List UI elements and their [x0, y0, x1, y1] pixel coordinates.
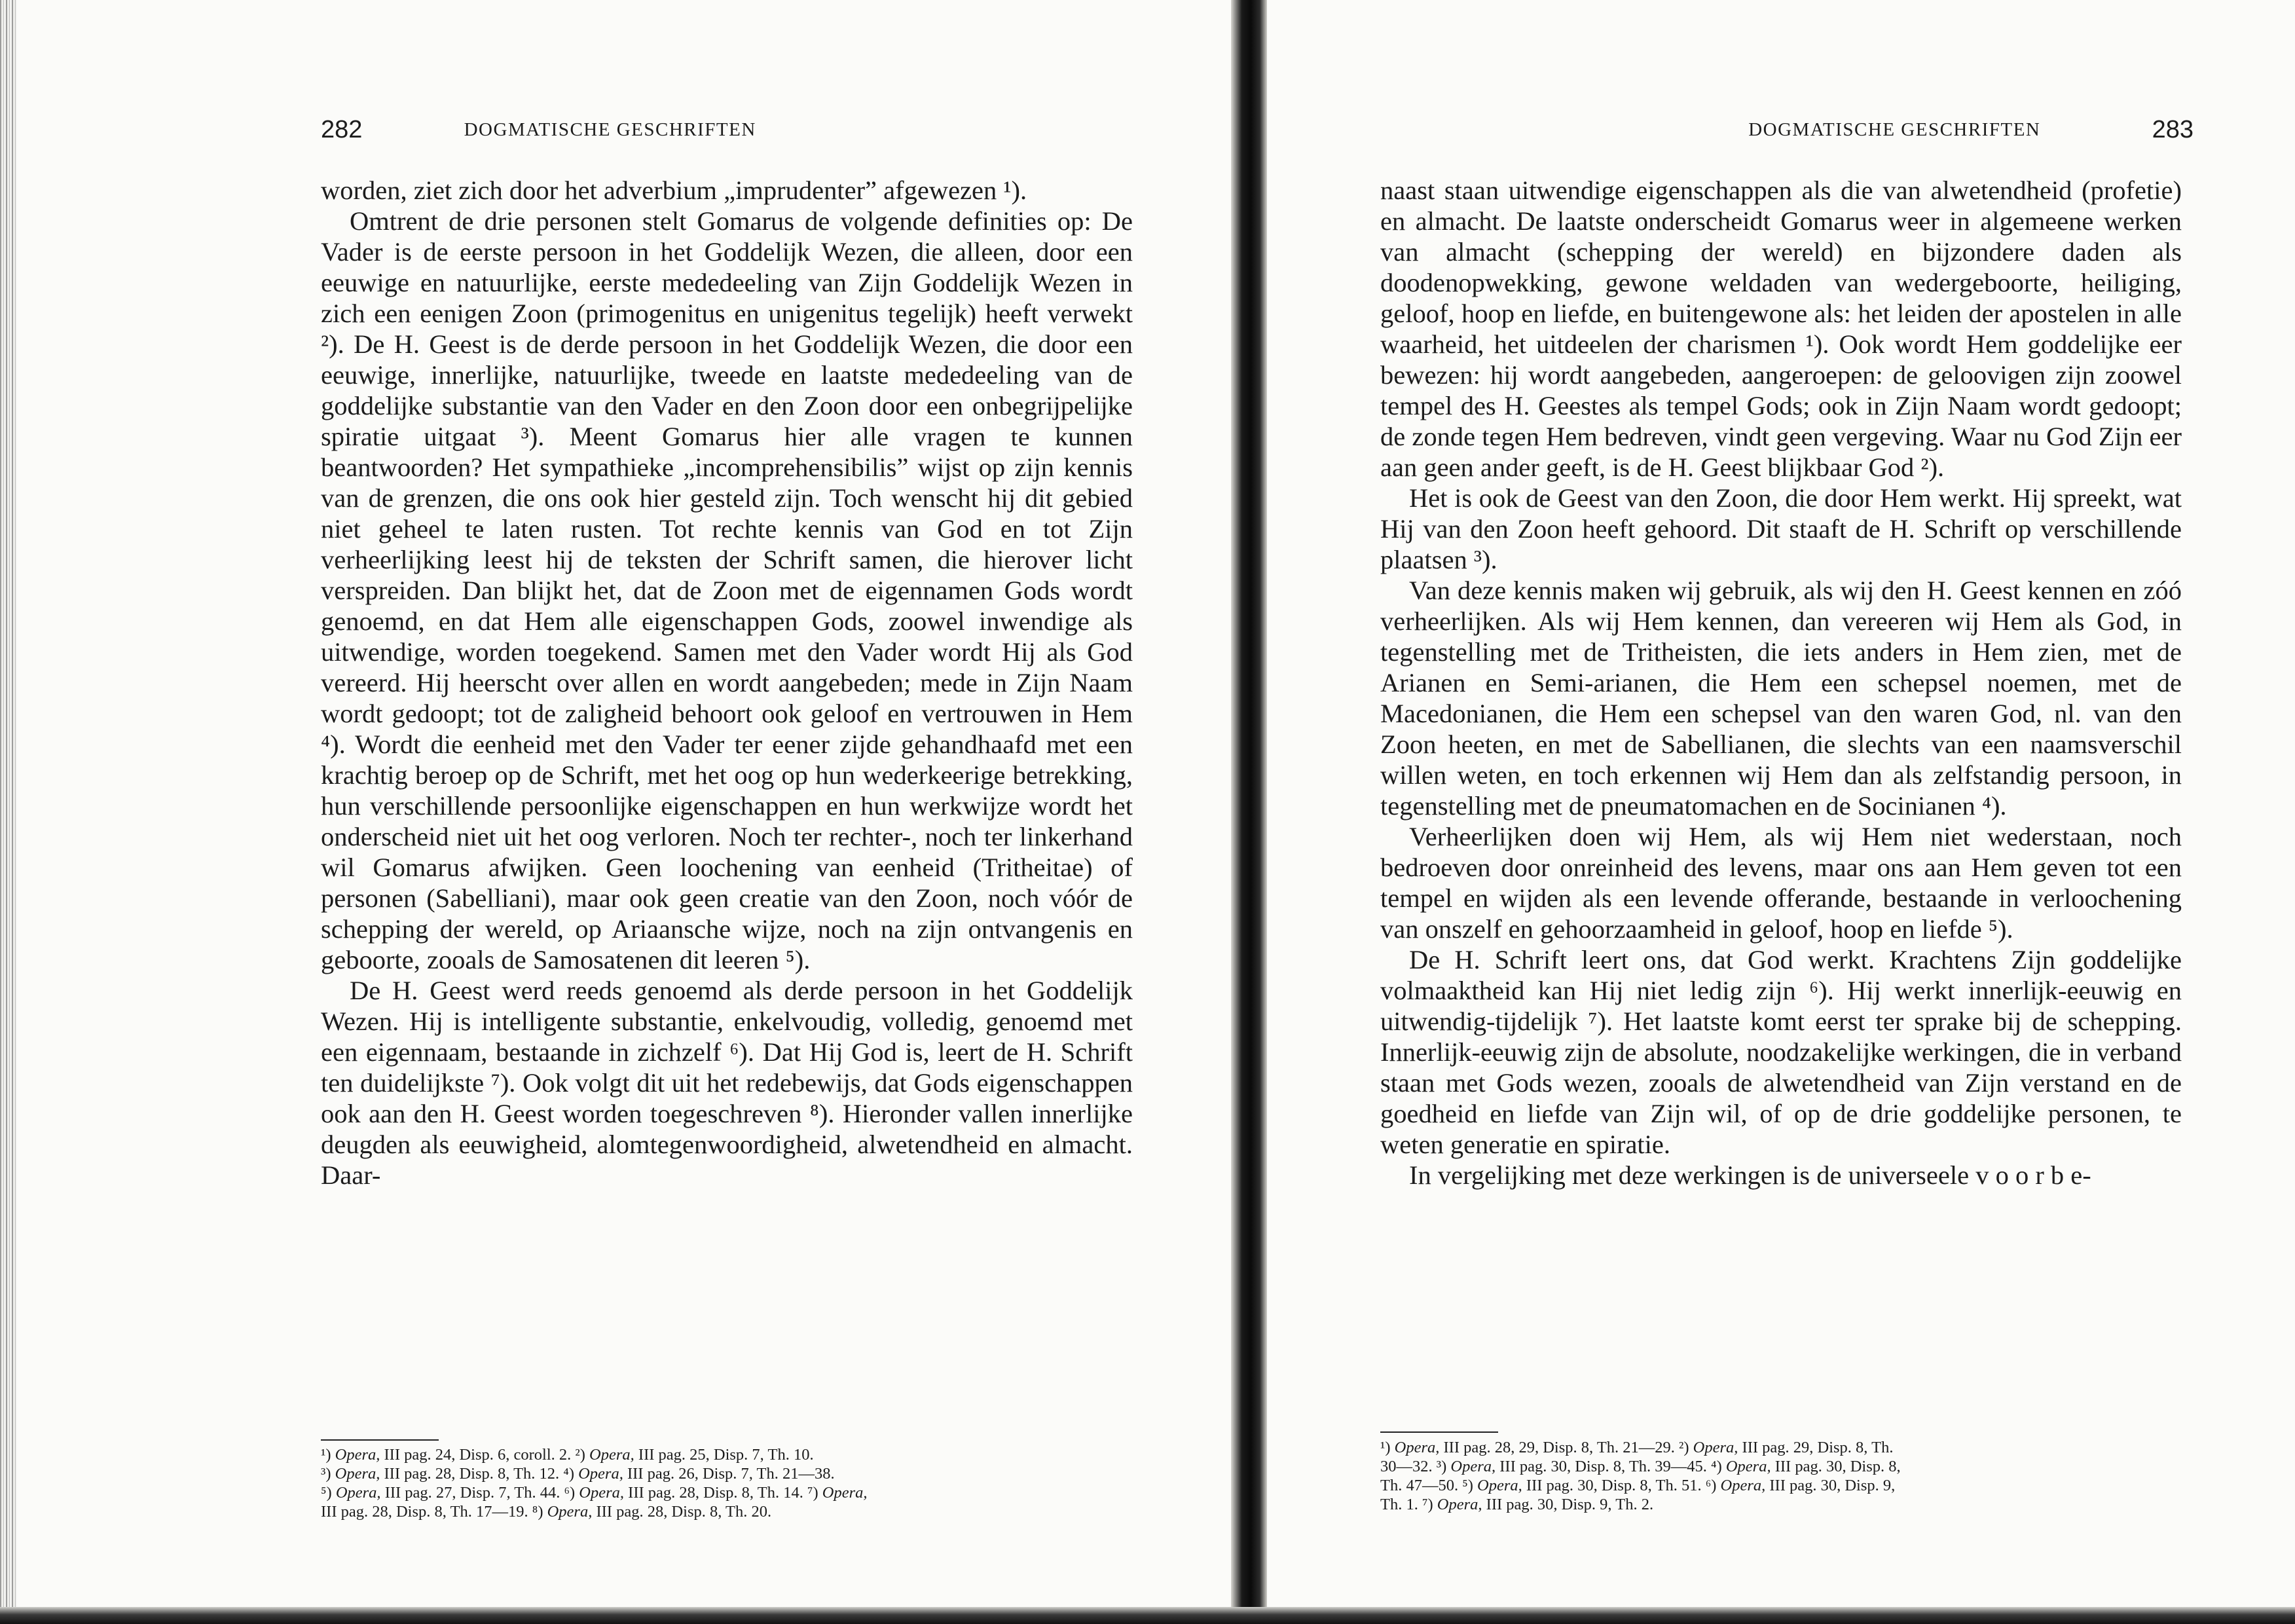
running-head: DOGMATISCHE GESCHRIFTEN [464, 119, 756, 140]
left-page-body [321, 175, 1133, 1190]
left-page-footnotes [321, 1445, 1133, 1521]
book-gutter [1231, 0, 1267, 1624]
footnote-line: ¹) Opera, III pag. 24, Disp. 6, coroll. 2. ²) Opera, III pag. 25, Disp. 7, Th. 10. [321, 1446, 814, 1464]
paragraph: Verheerlijken doen wij Hem, als wij Hem niet wederstaan, noch bedroeven door onreinheid des levens, maar ons aan Hem geven tot een tempel en wijden als een levende offerande, bestaande in verloochening van onszelf en gehoorzaamheid in geloof, hoop en liefde ⁵). [1380, 822, 2182, 944]
running-head: DOGMATISCHE GESCHRIFTEN [1748, 119, 2041, 140]
right-page-footnotes [1380, 1438, 2182, 1514]
paragraph: naast staan uitwendige eigenschappen als die van alwetendheid (profetie) en almacht. De laatste onderscheidt Gomarus weer in algemeene werken van almacht (schepping der wereld) en bijzondere daden als doodenopwekking, gewone weldaden van wedergeboorte, heiliging, geloof, hoop en liefde, en buitengewone als: het leiden der apostelen in alle waarheid, het uitdeelen der charismen ¹). Ook wordt Hem goddelijke eer bewezen: hij wordt aangebeden, aangeroepen: de geloovigen zijn zoowel tempel des H. Geestes als tempel Gods; ook in Zijn Naam wordt gedoopt; de zonde tegen Hem bedreven, vindt geen vergeving. Waar nu God Zijn eer aan geen ander geeft, is de H. Geest blijkbaar God ²). [1380, 175, 2182, 482]
paragraph: Het is ook de Geest van den Zoon, die door Hem werkt. Hij spreekt, wat Hij van den Zoon heeft gehoord. Dit staaft de H. Schrift op verschillende plaatsen ³). [1380, 483, 2182, 574]
page-number: 282 [321, 115, 363, 143]
footnote-line: ¹) Opera, III pag. 28, 29, Disp. 8, Th. 21—29. ²) Opera, III pag. 29, Disp. 8, Th. [1380, 1439, 1894, 1456]
footnote-rule [321, 1439, 439, 1441]
footnote-line: ⁵) Opera, III pag. 27, Disp. 7, Th. 44. ⁶) Opera, III pag. 28, Disp. 8, Th. 14. ⁷) Opera, [321, 1484, 868, 1502]
page-number: 283 [2152, 115, 2194, 143]
right-page-header [1598, 110, 2194, 149]
page-edge-stack [0, 0, 17, 1624]
footnote-rule [1380, 1431, 1498, 1433]
scan-bottom-edge [0, 1607, 2295, 1624]
paragraph: worden, ziet zich door het adverbium „imprudenter” afgewezen ¹). [321, 175, 1027, 205]
left-page-header [321, 110, 897, 149]
paragraph: De H. Schrift leert ons, dat God werkt. Krachtens Zijn goddelijke volmaaktheid kan Hij niet ledig zijn ⁶). Hij werkt innerlijk-eeuwig en uitwendig-tijdelijk ⁷). Het laatste komt eerst ter sprake bij de schepping. Innerlijk-eeuwig zijn de absolute, noodzakelijke werkingen, die in verband staan met Gods wezen, zooals de alwetendheid van Zijn verstand en de goedheid en liefde van Zijn wil, of op de drie goddelijke personen, te weten generatie en spiratie. [1380, 945, 2182, 1159]
footnote-line: 30—32. ³) Opera, III pag. 30, Disp. 8, Th. 39—45. ⁴) Opera, III pag. 30, Disp. 8, [1380, 1458, 1901, 1475]
paragraph: Van deze kennis maken wij gebruik, als wij den H. Geest kennen en zóó verheerlijken. Als wij Hem kennen, dan vereeren wij Hem als God, in tegenstelling met de Tritheisten, die iets anders in Hem zien, met de Arianen en Semi-arianen, die Hem een schepsel noemen, met de Macedonianen, die Hem een schepsel van den waren God, nl. van den Zoon heeten, en met de Sabellianen, die slechts van een naamsverschil willen weten, en toch erkennen wij Hem dan als zelfstandig persoon, in tegenstelling met de pneumatomachen en de Socinianen ⁴). [1380, 576, 2182, 821]
right-page-body [1380, 175, 2182, 1190]
footnote-line: ³) Opera, III pag. 28, Disp. 8, Th. 12. ⁴) Opera, III pag. 26, Disp. 7, Th. 21—38. [321, 1465, 835, 1483]
paragraph: Omtrent de drie personen stelt Gomarus de volgende definities op: De Vader is de eerste persoon in het Goddelijk Wezen, die alleen, door een eeuwige en natuurlijke, eerste mededeeling van Zijn Goddelijk Wezen in zich een eenigen Zoon (primogenitus en unigenitus tegelijk) heeft verwekt ²). De H. Geest is de derde persoon in het Goddelijk Wezen, die door een eeuwige, innerlijke, natuurlijke, tweede en laatste mededeeling van de goddelijke substantie van den Vader en den Zoon door een onbegrijpelijke spiratie uitgaat ³). Meent Gomarus hier alle vragen te kunnen beantwoorden? Het sympathieke „incomprehensibilis” wijst op zijn kennis van de grenzen, die ons ook hier gesteld zijn. Toch wenscht hij dit gebied niet geheel te laten rusten. Tot rechte kennis van God en tot Zijn verheerlijking leest hij de teksten der Schrift samen, die hierover licht verspreiden. Dan blijkt het, dat de Zoon met de eigennamen Gods wordt genoemd, en dat Hem alle eigenschappen Gods, zoowel inwendige als uitwendige, worden toegekend. Samen met den Vader wordt Hij als God vereerd. Hij heerscht over allen en wordt aangebeden; mede in Zijn Naam wordt gedoopt; tot de zaligheid behoort ook geloof en vertrouwen in Hem ⁴). Wordt die eenheid met den Vader ter eener zijde gehandhaafd met een krachtig beroep op de Schrift, met het oog op hun wederkeerige betrekking, hun verschillende persoonlijke eigenschappen en hun werkwijze wordt het onderscheid niet uit het oog verloren. Noch ter rechter-, noch ter linkerhand wil Gomarus afwijken. Geen loochening van eenheid (Tritheitae) of personen (Sabelliani), maar ook geen creatie van den Zoon, noch vóór de schepping der wereld, op Ariaansche wijze, noch na zijn ontvangenis en geboorte, zooals de Samosatenen dit leeren ⁵). [321, 206, 1133, 974]
paragraph: De H. Geest werd reeds genoemd als derde persoon in het Goddelijk Wezen. Hij is intelligente substantie, enkelvoudig, volledig, genoemd met een eigennaam, bestaande in zichzelf ⁶). Dat Hij God is, leert de H. Schrift ten duidelijkste ⁷). Ook volgt dit uit het redebewijs, dat Gods eigenschappen ook aan den H. Geest worden toegeschreven ⁸). Hieronder vallen innerlijke deugden als eeuwigheid, alomtegenwoordigheid, alwetendheid en almacht. Daar- [321, 976, 1133, 1190]
footnote-line: III pag. 28, Disp. 8, Th. 17—19. ⁸) Opera, III pag. 28, Disp. 8, Th. 20. [321, 1503, 772, 1521]
paragraph: In vergelijking met deze werkingen is de universeele v o o r b e- [1409, 1160, 2091, 1190]
footnote-line: Th. 47—50. ⁵) Opera, III pag. 30, Disp. 8, Th. 51. ⁶) Opera, III pag. 30, Disp. 9, [1380, 1477, 1896, 1494]
footnote-line: Th. 1. ⁷) Opera, III pag. 30, Disp. 9, Th. 2. [1380, 1496, 1654, 1513]
